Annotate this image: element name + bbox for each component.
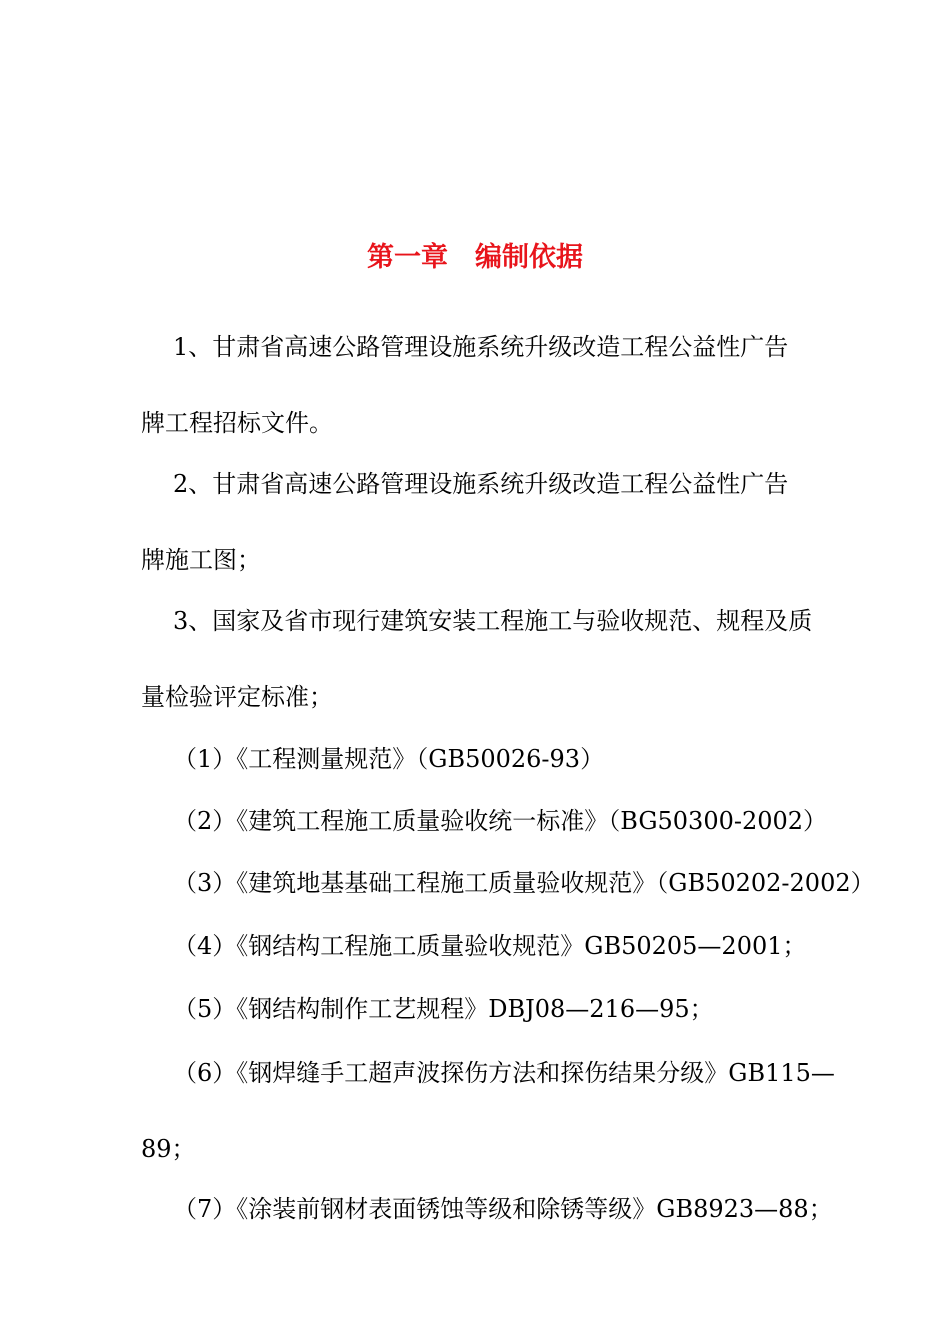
standard-item-4: （4）《钢结构工程施工质量验收规范》GB50205—2001； [173,932,807,960]
standard-item-3: （3）《建筑地基基础工程施工质量验收规范》（GB50202-2002） [173,869,875,897]
standard-item-6-line-1: （6）《钢焊缝手工超声波探伤方法和探伤结果分级》GB115— [173,1059,835,1087]
chapter-title: 第一章 编制依据 [367,242,583,273]
standard-item-1: （1）《工程测量规范》（GB50026-93） [173,745,605,773]
standard-item-2: （2）《建筑工程施工质量验收统一标准》（BG50300-2002） [173,807,828,835]
basis-item-3-line-2: 量检验评定标准； [141,683,333,711]
basis-item-3-line-1: 3、国家及省市现行建筑安装工程施工与验收规范、规程及质 [173,607,813,635]
standard-item-5: （5）《钢结构制作工艺规程》DBJ08—216—95； [173,995,714,1023]
basis-item-1-line-1: 1、甘肃省高速公路管理设施系统升级改造工程公益性广告 [173,333,789,361]
basis-item-2-line-2: 牌施工图； [141,546,261,574]
standard-item-6-line-2: 89； [141,1135,196,1163]
basis-item-2-line-1: 2、甘肃省高速公路管理设施系统升级改造工程公益性广告 [173,470,789,498]
basis-item-1-line-2: 牌工程招标文件。 [141,409,333,437]
standard-item-7: （7）《涂装前钢材表面锈蚀等级和除锈等级》GB8923—88； [173,1195,833,1223]
